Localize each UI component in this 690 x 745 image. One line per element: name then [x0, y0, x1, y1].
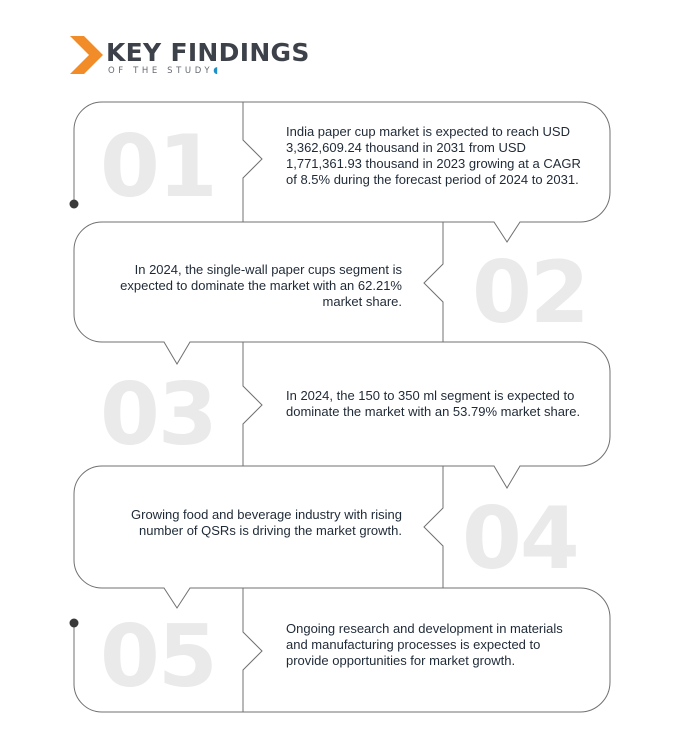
finding-text-2: In 2024, the single-wall paper cups segment is expected to dominate the market with an 62.21% market share.	[120, 262, 402, 309]
finding-text-4: Growing food and beverage industry with rising number of QSRs is driving the market growth.	[131, 507, 402, 538]
finding-text-3: In 2024, the 150 to 350 ml segment is expected to dominate the market with an 53.79% market share.	[286, 388, 581, 419]
page-subtitle: OF THE STUDY◖	[108, 66, 218, 76]
start-dot	[70, 200, 79, 209]
finding-text-1: India paper cup market is expected to reach USD 3,362,609.24 thousand in 2031 from USD 1,771,361.93 thousand in 2023 growing at a CAGR of 8.5% during the forecast period of 2024 to 2031.	[286, 124, 581, 187]
finding-number-5: 05	[100, 607, 216, 707]
page-title: KEY FINDINGS	[106, 38, 310, 67]
finding-number-3: 03	[100, 365, 216, 465]
separator-5	[243, 588, 262, 712]
crescent-icon: ◖	[213, 66, 218, 76]
separator-3	[243, 342, 262, 466]
end-dot	[70, 619, 79, 628]
finding-number-1: 01	[100, 117, 216, 217]
finding-text-5: Ongoing research and development in materials and manufacturing processes is expected to provide opportunities for market growth.	[286, 621, 563, 668]
separator-1	[243, 102, 262, 222]
finding-number-4: 04	[462, 489, 578, 589]
finding-number-2: 02	[472, 243, 588, 343]
separator-4	[424, 466, 443, 588]
separator-2	[424, 222, 443, 342]
